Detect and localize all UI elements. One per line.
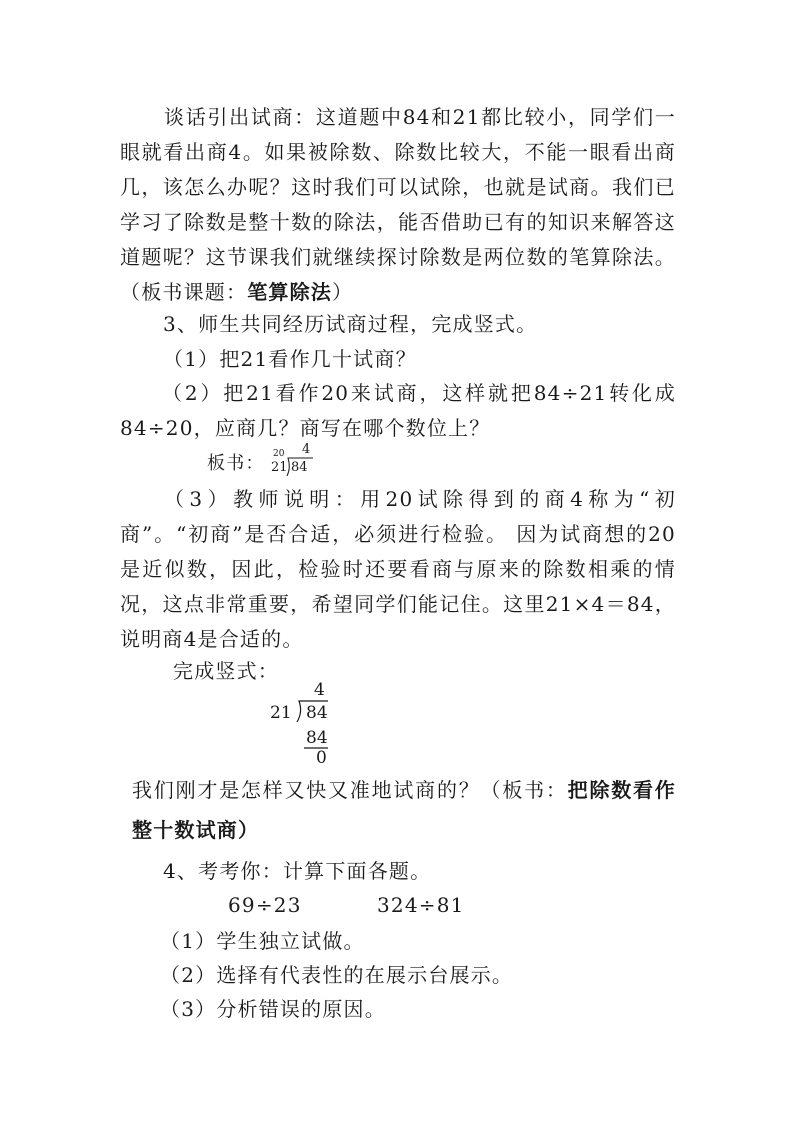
long-division-divisor: 21	[270, 703, 292, 723]
problem-1: 69÷23	[228, 893, 302, 917]
section3-heading: 3、师生共同经历试商过程，完成竖式。	[163, 312, 538, 336]
summary-bold: 把除数看作整十数试商）	[132, 778, 677, 842]
summary-paragraph	[132, 770, 676, 850]
step-1: （1）学生独立试做。	[160, 929, 365, 953]
intro-paragraph	[120, 100, 676, 310]
question-1: （1）把21看作几十试商？	[163, 347, 417, 371]
question-3	[120, 482, 676, 657]
board-dividend: 84	[291, 460, 308, 475]
step-3: （3）分析错误的原因。	[160, 997, 386, 1021]
question-2-text: （2）把21看作20来试商，这样就把84÷21转化成84÷20，应商几？商写在哪个数位上？	[120, 381, 676, 440]
problem-2: 324÷81	[377, 893, 465, 917]
board-division-bracket	[285, 452, 325, 482]
long-division-product: 84	[306, 728, 328, 748]
complete-label: 完成竖式：	[173, 659, 279, 683]
long-division-remainder: 0	[316, 748, 327, 768]
lesson-title: 笔算除法	[247, 280, 333, 304]
board-quotient: 4	[302, 442, 311, 457]
board-divisor: 21	[271, 460, 288, 475]
intro-note-open: （板书课题：	[120, 280, 248, 304]
long-division-lines	[268, 682, 348, 768]
question-2	[120, 376, 676, 446]
summary-text: 我们刚才是怎样又快又准地试商的？（板书：	[132, 778, 568, 802]
board-approx-divisor: 20	[273, 449, 285, 459]
long-division-dividend: 84	[306, 703, 328, 723]
intro-note-close: ）	[332, 280, 354, 304]
step-2: （2）选择有代表性的在展示台展示。	[160, 963, 514, 987]
board-label: 板书：	[207, 453, 265, 474]
long-division	[268, 682, 348, 768]
board-division	[207, 440, 327, 480]
long-division-quotient: 4	[314, 680, 325, 700]
section4-heading: 4、考考你：计算下面各题。	[163, 859, 432, 883]
intro-text: 谈话引出试商：这道题中84和21都比较小，同学们一眼就看出商4。如果被除数、除数比较大，不能一眼看出商几，该怎么办呢？这时我们可以试除，也就是试商。我们已学习了除数是整十数的除法，能否借助已有的知识来解答这道题呢？这节课我们就继续探讨除数是两位数的笔算除法。	[120, 105, 676, 269]
question-3-text: （3）教师说明：用20试除得到的商4称为“初商”。“初商”是否合适，必须进行检验。 因为试商想的20是近似数，因此，检验时还要看商与原来的除数相乘的情况，这点非常重要，希望同学们能记住。这里21×4＝84，说明商4是合适的。	[120, 487, 676, 651]
